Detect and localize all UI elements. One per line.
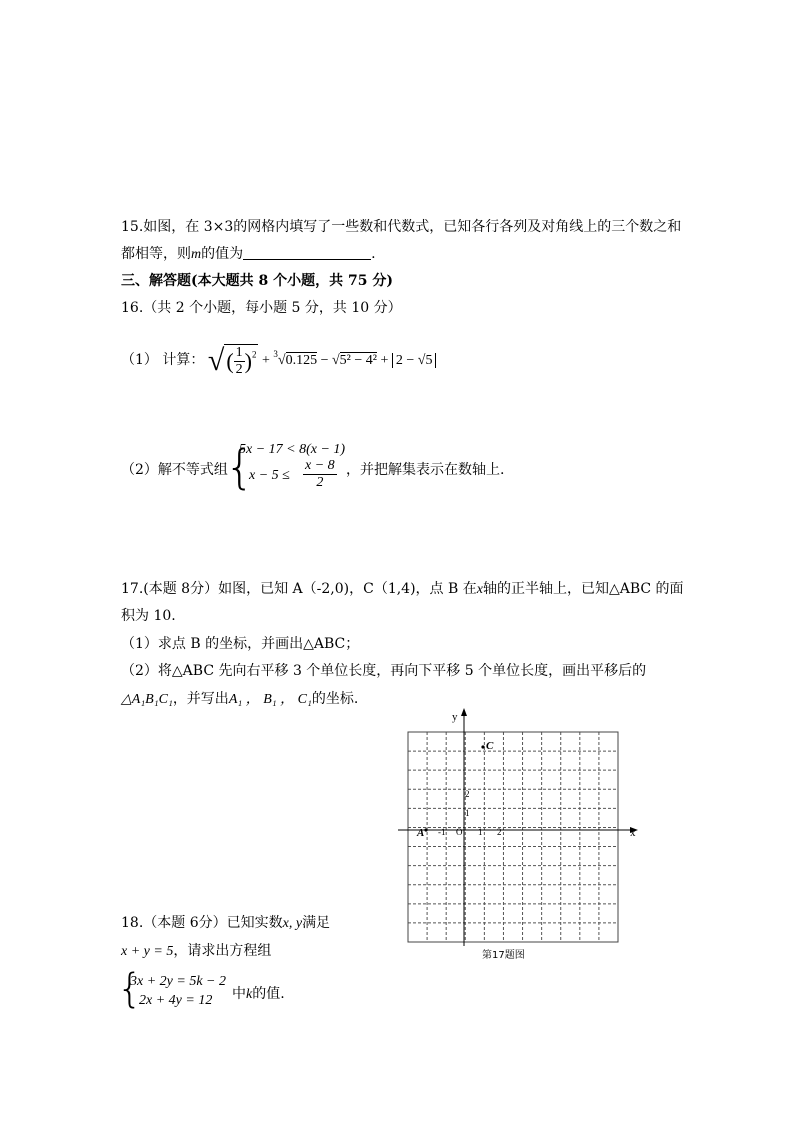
figure17-grid — [398, 706, 644, 966]
figure17-caption: 第17题图 — [482, 950, 525, 961]
tick-2x: 2 — [497, 827, 502, 837]
q17-part2b — [121, 689, 358, 710]
y-axis-arrow — [461, 708, 467, 716]
point-A-dot — [424, 828, 427, 831]
q16-p2-frac — [303, 458, 337, 491]
q16-p1-radicand2: 5² − 4² — [339, 353, 377, 368]
grid-border — [408, 732, 618, 942]
q15-text2b: 的值为 — [201, 246, 244, 262]
q16-part1 — [121, 342, 436, 378]
q18-line2 — [121, 941, 271, 962]
q16-p1-plus1: + — [261, 353, 270, 368]
q16-p2-tail: ，并把解集表示在数轴上. — [346, 462, 505, 478]
point-A-label: A — [417, 827, 425, 839]
q18-vars: x, y — [282, 916, 303, 931]
q18-line1 — [121, 913, 330, 934]
q16-p1-half — [234, 345, 245, 378]
q18-text1a: 18.（本题 6分）已知实数 — [121, 915, 283, 931]
q18-var-k: k — [246, 987, 253, 1002]
q17-part2: （2）将△ABC 先向右平移 3 个单位长度，再向下平移 5 个单位长度，画出平移后的 — [121, 663, 647, 679]
q15-end: . — [371, 246, 376, 262]
q18-tail-a: 中 — [232, 986, 246, 1002]
q18-text1b: 满足 — [302, 915, 331, 931]
q17-points: A₁ ， B₁ ， C₁ — [228, 692, 312, 707]
q16-p2-ineq2-left: x − 5 ≤ — [249, 468, 290, 483]
q15-line2 — [121, 244, 376, 265]
q17-line2: 积为 10. — [121, 608, 176, 624]
q17-triangle-a1b1c1: △A₁B₁C₁ — [121, 692, 173, 707]
point-C-dot — [481, 745, 484, 748]
q16-p2-brace: { — [225, 440, 255, 494]
q16-p1-minus: − — [320, 353, 329, 368]
q15-line1 — [121, 217, 681, 237]
q18-tail — [232, 984, 285, 1005]
origin-label: O — [456, 827, 463, 837]
y-axis-label: y — [452, 711, 458, 723]
q16-p2-frac-num: x − 8 — [305, 458, 335, 473]
q17-text2b: ，并写出 — [172, 691, 229, 707]
q16-p1-half-num: 1 — [235, 344, 243, 360]
q17-var-x: x — [476, 582, 483, 597]
tick-1x: 1 — [478, 827, 483, 837]
q16-p1-plus2: + — [380, 353, 389, 368]
q16-heading: 16.（共 2 个小题，每小题 5 分，共 10 分） — [121, 300, 402, 316]
point-C-label: C — [486, 740, 494, 752]
section3-title: 三、解答题(本大题共 8 个小题，共 75 分) — [121, 273, 393, 289]
q17-line1 — [121, 579, 684, 600]
q16-p1-label: （1） 计算： — [121, 352, 205, 368]
q17-text1: 17.(本题 8分）如图，已知 A（-2,0)，C（1,4)，点 B 在 — [121, 581, 477, 597]
q15-var-m: m — [191, 247, 202, 262]
q16-p1-half-den: 2 — [235, 361, 243, 377]
q17-text1b: 轴的正半轴上，已知△ABC 的面 — [482, 581, 684, 597]
q15-answer-blank[interactable] — [243, 245, 371, 260]
q18-text2: ，请求出方程组 — [173, 943, 272, 959]
q15-text2a: 都相等，则 — [121, 246, 191, 262]
x-axis-label: x — [630, 827, 636, 839]
q16-p1-abs: 2 − √5 — [392, 353, 437, 368]
q18-brace: { — [117, 966, 143, 1012]
q16-p2-frac-den: 2 — [316, 475, 324, 490]
q16-p2-label: （2）解不等式组 — [121, 462, 228, 478]
q18-eq: x + y = 5 — [121, 944, 174, 959]
tick-neg1: -1 — [438, 827, 446, 837]
q17-part1: （1）求点 B 的坐标，并画出△ABC； — [121, 636, 360, 652]
q18-tail-b: 的值. — [252, 986, 285, 1002]
q15-text1: 15.如图，在 3×3的网格内填写了一些数和代数式，已知各行各列及对角线上的三个数之和 — [121, 219, 682, 235]
q18-sys2: 2x + 4y = 12 — [139, 993, 213, 1008]
q17-end: 的坐标. — [311, 691, 359, 707]
tick-1y: 1 — [465, 808, 470, 818]
q18-sys1: 3x + 2y = 5k − 2 — [130, 974, 226, 989]
q16-p2-ineq1: 5x − 17 < 8(x − 1) — [239, 442, 346, 457]
q16-p1-radicand1: 0.125 — [285, 353, 318, 368]
q16-p1-cube-index: 3 — [273, 349, 278, 359]
q16-p1-expression: √( $\frac{1}{2}$ )$^2$ + $^3$√0.125 − √5² − 4² + 2 − √5 — [208, 344, 437, 378]
q16-p1-square: 2 — [251, 349, 257, 360]
tick-2y: 2 — [465, 789, 470, 799]
